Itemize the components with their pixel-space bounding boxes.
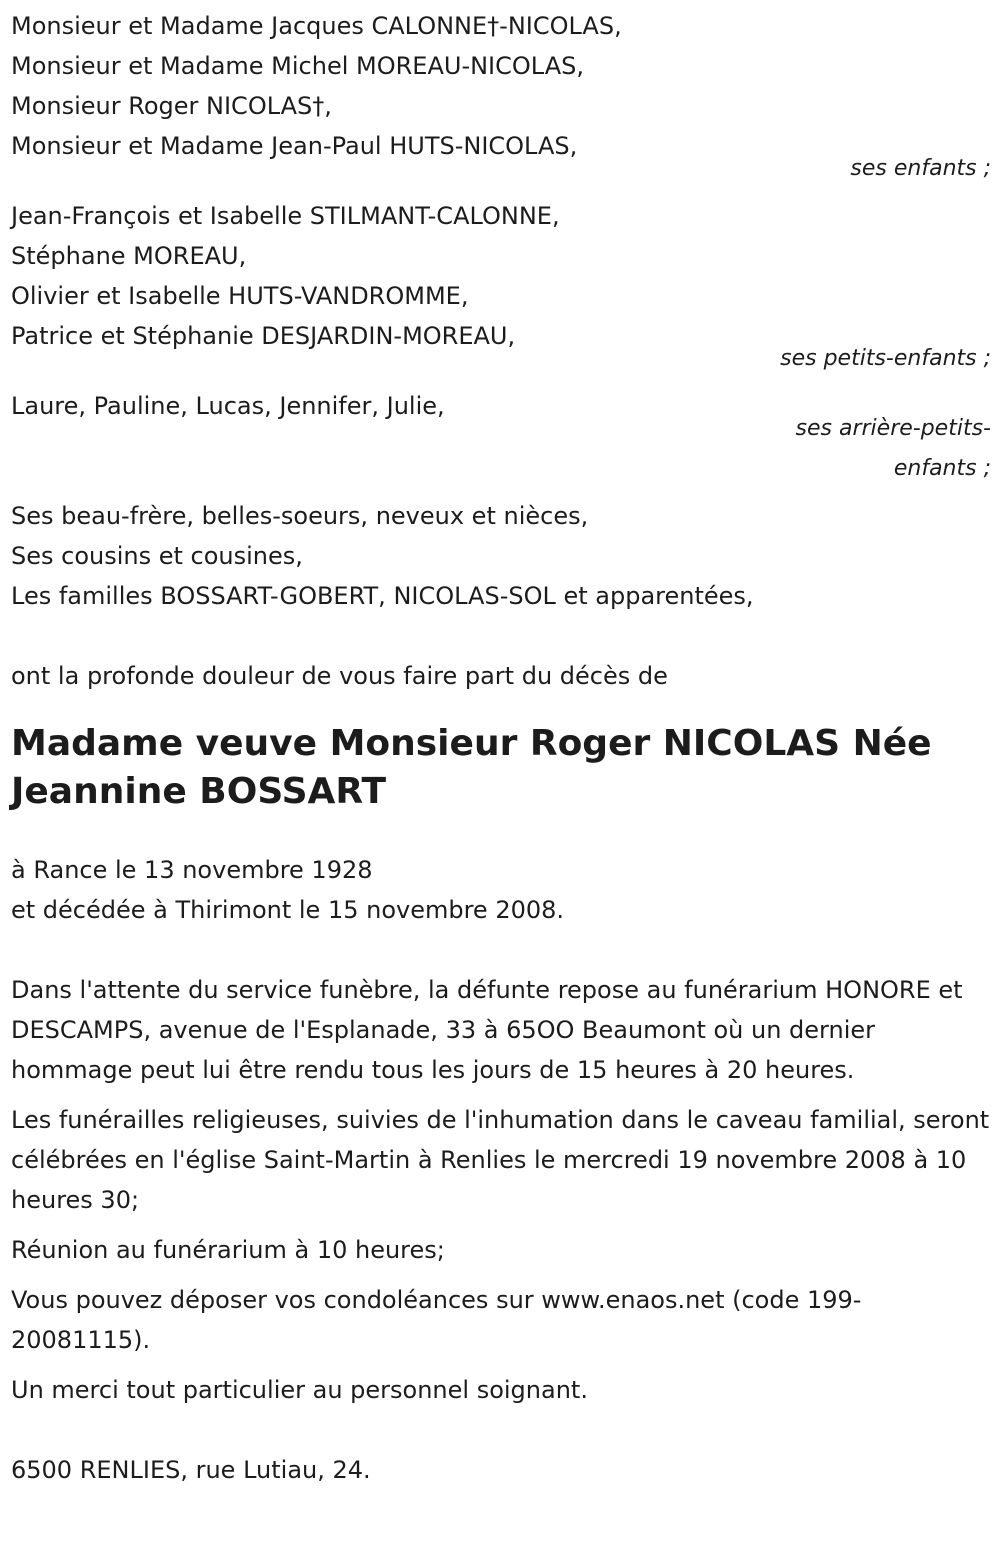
family-line: Monsieur et Madame Jacques CALONNE†-NICOLAS, bbox=[11, 12, 622, 40]
detail-paragraph: Réunion au funérarium à 10 heures; bbox=[11, 1236, 445, 1264]
role-label-great-grandchildren: ses arrière-petits-enfants ; bbox=[795, 416, 991, 481]
role-label-grandchildren: ses petits-enfants ; bbox=[780, 346, 991, 371]
dates-group bbox=[11, 850, 991, 930]
family-line: Monsieur et Madame Jean-Paul HUTS-NICOLAS, bbox=[11, 132, 578, 160]
family-line: Patrice et Stéphanie DESJARDIN-MOREAU, bbox=[11, 322, 516, 350]
children-group bbox=[11, 6, 991, 189]
family-line: Laure, Pauline, Lucas, Jennifer, Julie, bbox=[11, 392, 445, 420]
birth-line: à Rance le 13 novembre 1928 bbox=[11, 856, 373, 884]
family-line: Monsieur Roger NICOLAS†, bbox=[11, 92, 332, 120]
obituary-notice bbox=[11, 6, 991, 1490]
family-line: Stéphane MOREAU, bbox=[11, 242, 247, 270]
death-line: et décédée à Thirimont le 15 novembre 2008. bbox=[11, 896, 565, 924]
family-line: Les familles BOSSART-GOBERT, NICOLAS-SOL et apparentées, bbox=[11, 582, 754, 610]
family-line: Ses cousins et cousines, bbox=[11, 542, 303, 570]
role-label-children: ses enfants ; bbox=[850, 156, 991, 181]
detail-paragraph: Dans l'attente du service funèbre, la défunte repose au funérarium HONORE et DESCAMPS, avenue de l'Esplanade, 33 à 65OO Beaumont où un dernier hommage peut lui être rendu tous les jours de 15 heures à 20 heures. bbox=[11, 976, 963, 1084]
announcement-text: ont la profonde douleur de vous faire part du décès de bbox=[11, 662, 668, 690]
family-line: Jean-François et Isabelle STILMANT-CALONNE, bbox=[11, 202, 560, 230]
details-group bbox=[11, 970, 991, 1410]
detail-paragraph: Vous pouvez déposer vos condoléances sur www.enaos.net (code 199-20081115). bbox=[11, 1286, 862, 1354]
great-grandchildren-group bbox=[11, 386, 991, 489]
extended-family-group bbox=[11, 496, 991, 616]
family-line: Ses beau-frère, belles-soeurs, neveux et nièces, bbox=[11, 502, 589, 530]
address-line: 6500 RENLIES, rue Lutiau, 24. bbox=[11, 1456, 371, 1484]
detail-paragraph: Un merci tout particulier au personnel soignant. bbox=[11, 1376, 588, 1404]
deceased-name: Madame veuve Monsieur Roger NICOLAS Née Jeannine BOSSART bbox=[11, 723, 932, 812]
grandchildren-group bbox=[11, 196, 991, 379]
family-line: Olivier et Isabelle HUTS-VANDROMME, bbox=[11, 282, 469, 310]
family-line: Monsieur et Madame Michel MOREAU-NICOLAS, bbox=[11, 52, 584, 80]
detail-paragraph: Les funérailles religieuses, suivies de l'inhumation dans le caveau familial, seront célébrées en l'église Saint-Martin à Renlies le mercredi 19 novembre 2008 à 10 heures 30; bbox=[11, 1106, 990, 1214]
